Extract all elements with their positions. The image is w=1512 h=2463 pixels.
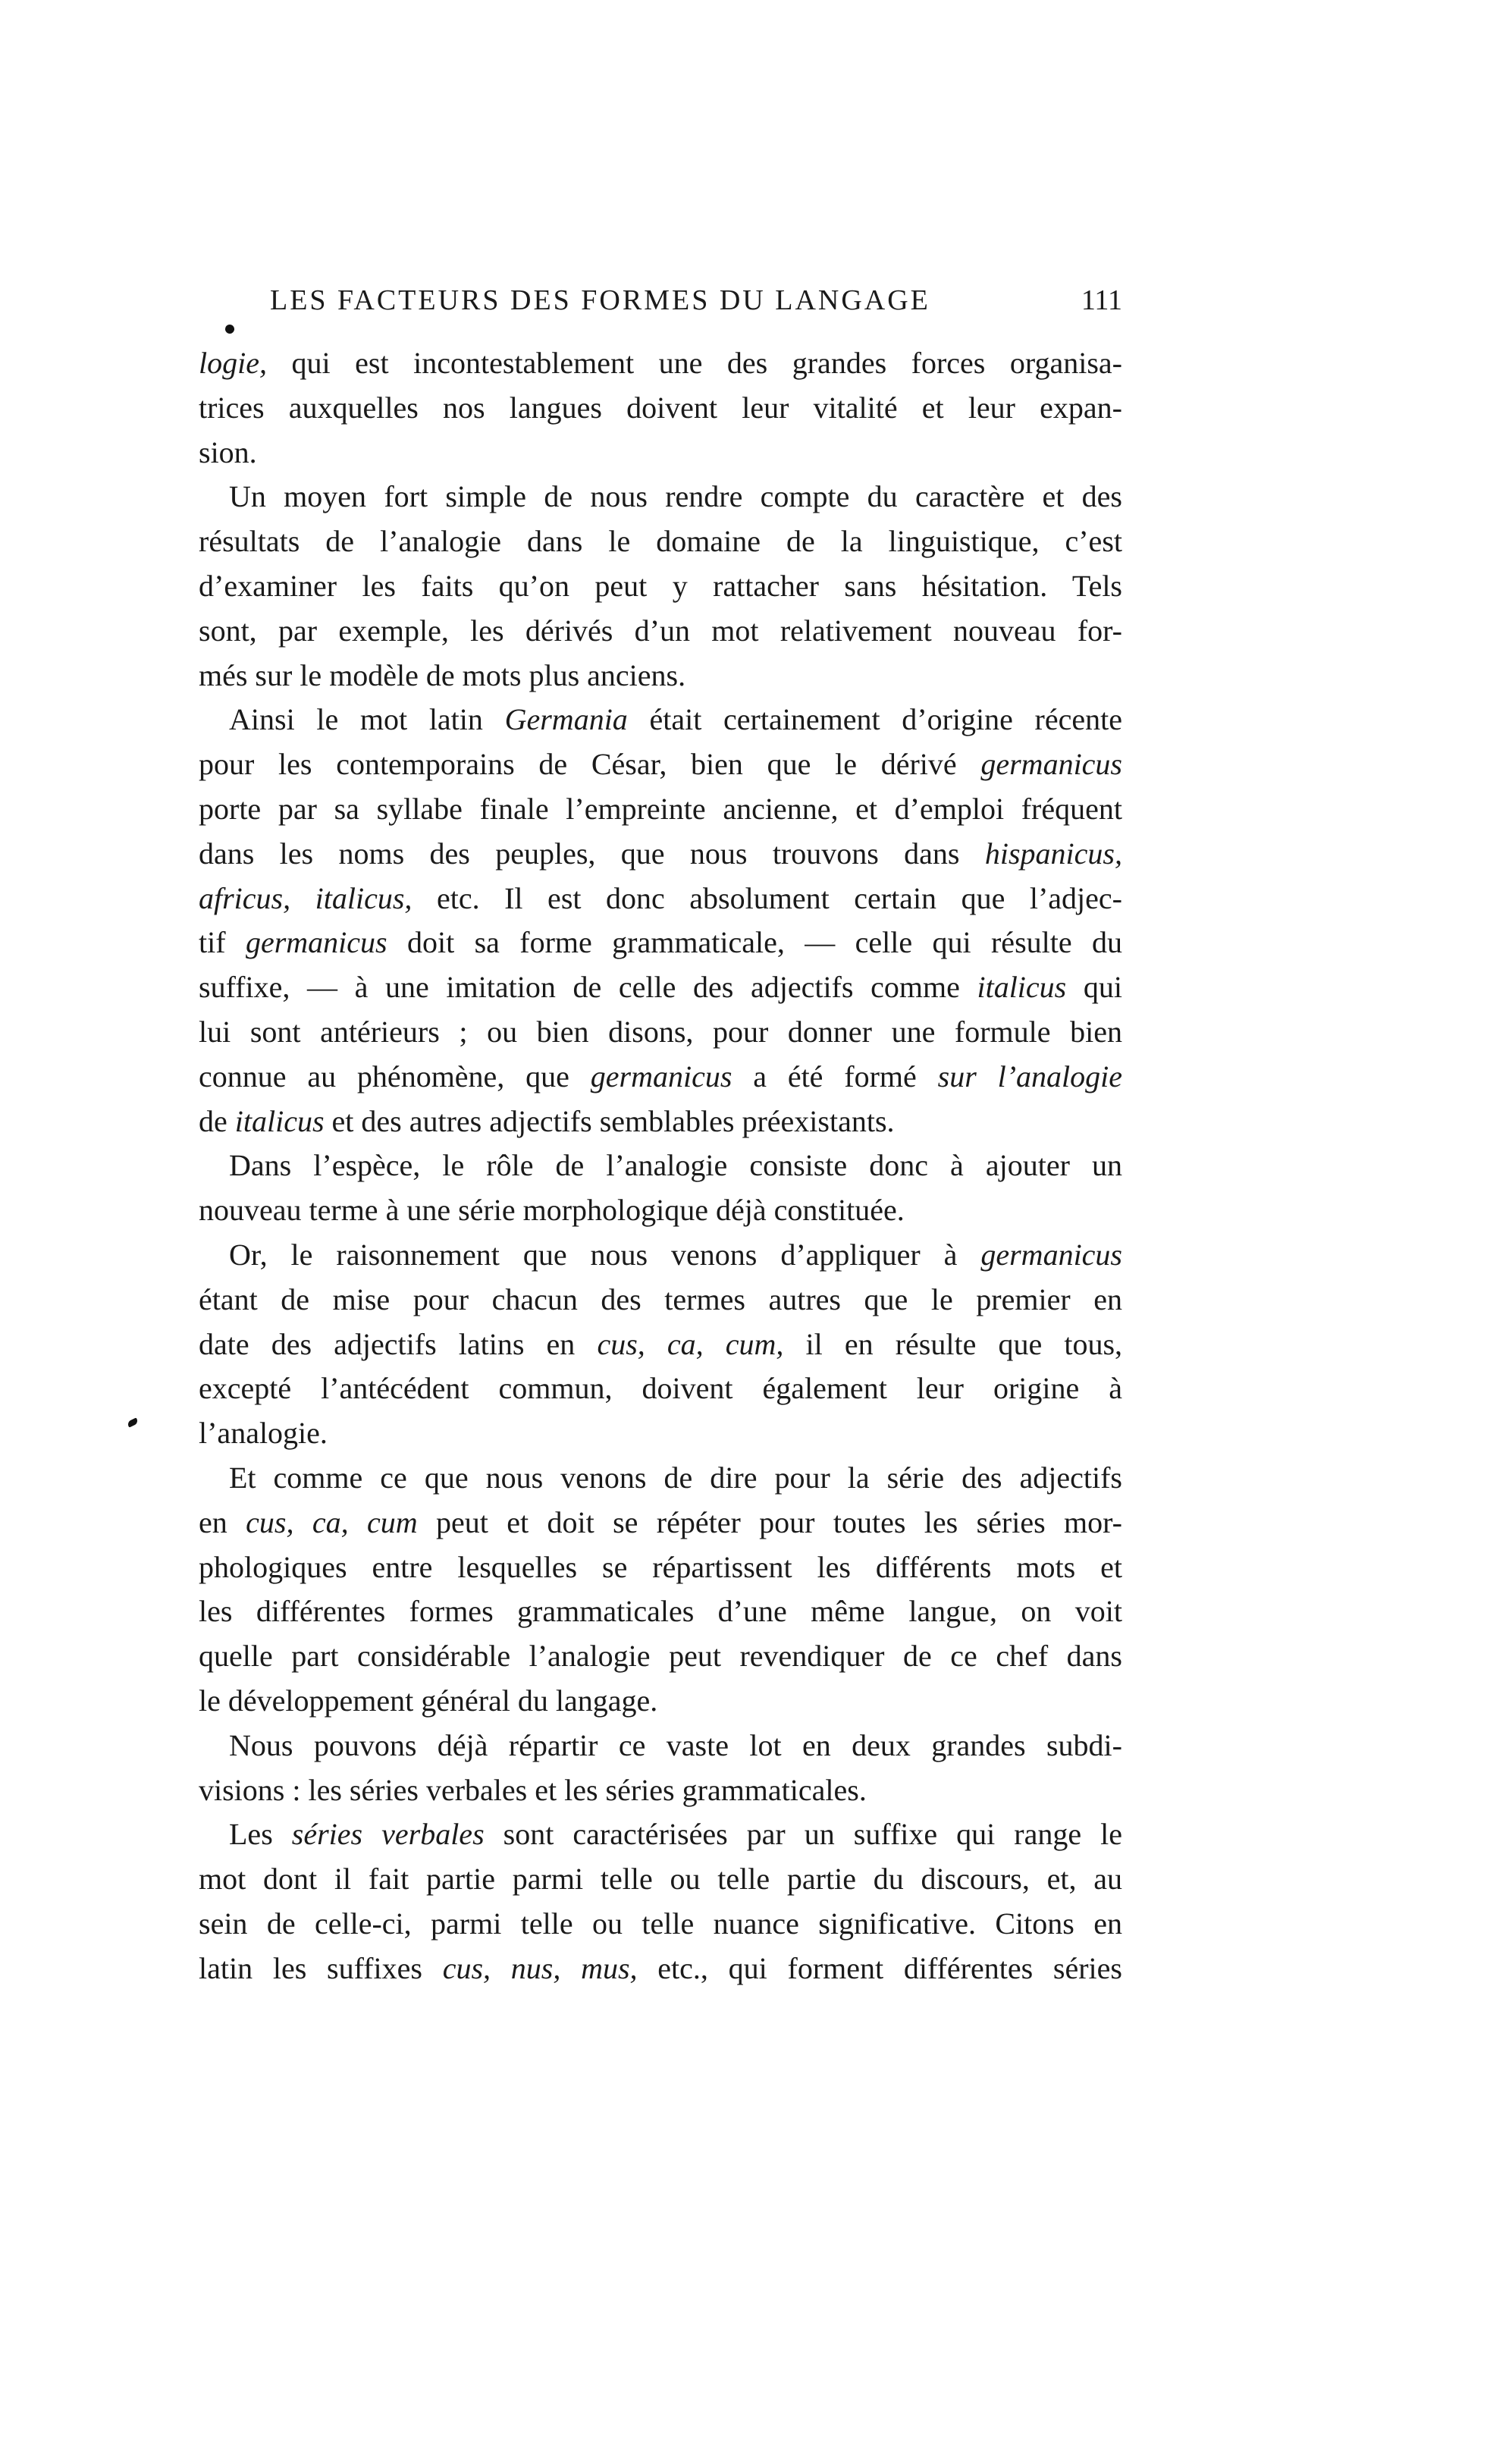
text-segment: date des adjectifs latins en bbox=[199, 1326, 598, 1361]
text-line: Et comme ce que nous venons de dire pour la série des adjectifs bbox=[229, 1460, 1122, 1495]
italic-term: cus, ca, cum, bbox=[597, 1326, 784, 1361]
text-segment: était certainement d’origine récente bbox=[627, 702, 1122, 737]
text-segment: peut et doit se répéter pour toutes les séries mor- bbox=[417, 1504, 1122, 1539]
text-segment: pour les contemporains de César, bien que le dérivé bbox=[199, 747, 981, 782]
italic-term: germanicus bbox=[980, 747, 1122, 782]
text-segment: il en résulte que tous, bbox=[783, 1326, 1122, 1361]
ink-mark-icon bbox=[224, 323, 236, 335]
body-text bbox=[199, 341, 1122, 1991]
text-line: résultats de l’analogie dans le domaine de la linguistique, c’est bbox=[199, 524, 1122, 559]
text-line: quelle part considérable l’analogie peut revendiquer de ce chef dans bbox=[199, 1639, 1122, 1674]
text-segment: de bbox=[199, 1103, 235, 1138]
text-line: Un moyen fort simple de nous rendre compte du caractère et des bbox=[229, 479, 1122, 514]
text-line bbox=[199, 1100, 1122, 1144]
text-segment: en bbox=[199, 1504, 246, 1539]
italic-term: germanicus bbox=[245, 925, 387, 960]
italic-term: germanicus bbox=[980, 1237, 1122, 1272]
text-line bbox=[199, 921, 1122, 965]
text-line: sein de celle-ci, parmi telle ou telle nuance significative. Citons en bbox=[199, 1906, 1122, 1941]
text-segment: Les bbox=[229, 1817, 292, 1852]
text-line bbox=[199, 341, 1122, 386]
text-segment: et des autres adjectifs semblables préexistants. bbox=[324, 1103, 895, 1138]
text-line: Nous pouvons déjà répartir ce vaste lot en deux grandes subdi- bbox=[229, 1727, 1122, 1762]
ink-mark-icon bbox=[127, 1417, 139, 1427]
text-line: sont, par exemple, les dérivés d’un mot relativement nouveau for- bbox=[199, 613, 1122, 648]
text-line: excepté l’antécédent commun, doivent également leur origine à bbox=[199, 1371, 1122, 1406]
text-segment: a été formé bbox=[732, 1059, 938, 1093]
italic-term: cus, nus, mus, bbox=[442, 1950, 638, 1985]
text-line: visions : les séries verbales et les séries grammaticales. bbox=[199, 1772, 867, 1807]
italic-term: italicus bbox=[234, 1103, 325, 1138]
text-line: porte par sa syllabe finale l’empreinte ancienne, et d’emploi fréquent bbox=[199, 791, 1122, 826]
italic-term: sur l’analogie bbox=[937, 1059, 1122, 1093]
text-line bbox=[199, 1322, 1122, 1367]
italic-term: italicus bbox=[977, 970, 1067, 1005]
text-line bbox=[199, 877, 1122, 921]
italic-term: Germania bbox=[504, 702, 628, 737]
page-number: 111 bbox=[1081, 284, 1122, 316]
text-segment: Or, le raisonnement que nous venons d’appliquer à bbox=[229, 1237, 981, 1272]
italic-term: séries verbales bbox=[291, 1817, 485, 1852]
italic-term: hispanicus, bbox=[984, 836, 1122, 871]
text-line bbox=[199, 965, 1122, 1010]
text-segment: suffixe, — à une imitation de celle des adjectifs comme bbox=[199, 970, 977, 1005]
text-line bbox=[199, 742, 1122, 787]
text-line bbox=[199, 1501, 1122, 1545]
text-line: le développement général du langage. bbox=[199, 1683, 658, 1718]
italic-term: cus, ca, cum bbox=[246, 1504, 418, 1539]
italic-term: logie, bbox=[199, 346, 267, 380]
text-segment: sont caractérisées par un suffixe qui range le bbox=[484, 1817, 1122, 1852]
running-header bbox=[199, 284, 1122, 323]
text-segment: tif bbox=[199, 925, 246, 960]
text-line: nouveau terme à une série morphologique déjà constituée. bbox=[199, 1193, 905, 1228]
text-line bbox=[199, 698, 1122, 742]
text-line: trices auxquelles nos langues doivent leur vitalité et leur expan- bbox=[199, 390, 1122, 425]
text-segment: latin les suffixes bbox=[199, 1950, 443, 1985]
text-line bbox=[199, 1812, 1122, 1857]
text-segment: Ainsi le mot latin bbox=[229, 702, 505, 737]
text-line: sion. bbox=[199, 435, 257, 469]
text-line bbox=[199, 832, 1122, 877]
italic-term: germanicus bbox=[590, 1059, 732, 1093]
text-line: més sur le modèle de mots plus anciens. bbox=[199, 657, 686, 692]
text-line: l’analogie. bbox=[199, 1416, 328, 1451]
running-title: LES FACTEURS DES FORMES DU LANGAGE bbox=[270, 284, 930, 316]
text-segment: doit sa forme grammaticale, — celle qui résulte du bbox=[387, 925, 1122, 960]
text-line bbox=[199, 1233, 1122, 1278]
text-line: phologiques entre lesquelles se répartissent les différents mots et bbox=[199, 1549, 1122, 1584]
text-segment: connue au phénomène, que bbox=[199, 1059, 591, 1093]
text-line bbox=[199, 1055, 1122, 1100]
text-segment: qui est incontestablement une des grandes forces organisa- bbox=[266, 346, 1122, 380]
text-line bbox=[199, 1947, 1122, 1991]
text-segment: dans les noms des peuples, que nous trouvons dans bbox=[199, 836, 985, 871]
text-line: mot dont il fait partie parmi telle ou telle partie du discours, et, au bbox=[199, 1862, 1122, 1897]
text-line: Dans l’espèce, le rôle de l’analogie consiste donc à ajouter un bbox=[229, 1148, 1122, 1183]
italic-term: africus, italicus, bbox=[199, 880, 413, 915]
text-segment: etc., qui forment différentes séries bbox=[637, 1950, 1122, 1985]
text-line: d’examiner les faits qu’on peut y rattacher sans hésitation. Tels bbox=[199, 568, 1122, 603]
text-line: les différentes formes grammaticales d’une même langue, on voit bbox=[199, 1594, 1122, 1629]
text-segment: etc. Il est donc absolument certain que l’adjec- bbox=[412, 880, 1122, 915]
text-segment: qui bbox=[1066, 970, 1122, 1005]
text-line: étant de mise pour chacun des termes autres que le premier en bbox=[199, 1282, 1122, 1316]
text-line: lui sont antérieurs ; ou bien disons, pour donner une formule bien bbox=[199, 1014, 1122, 1049]
